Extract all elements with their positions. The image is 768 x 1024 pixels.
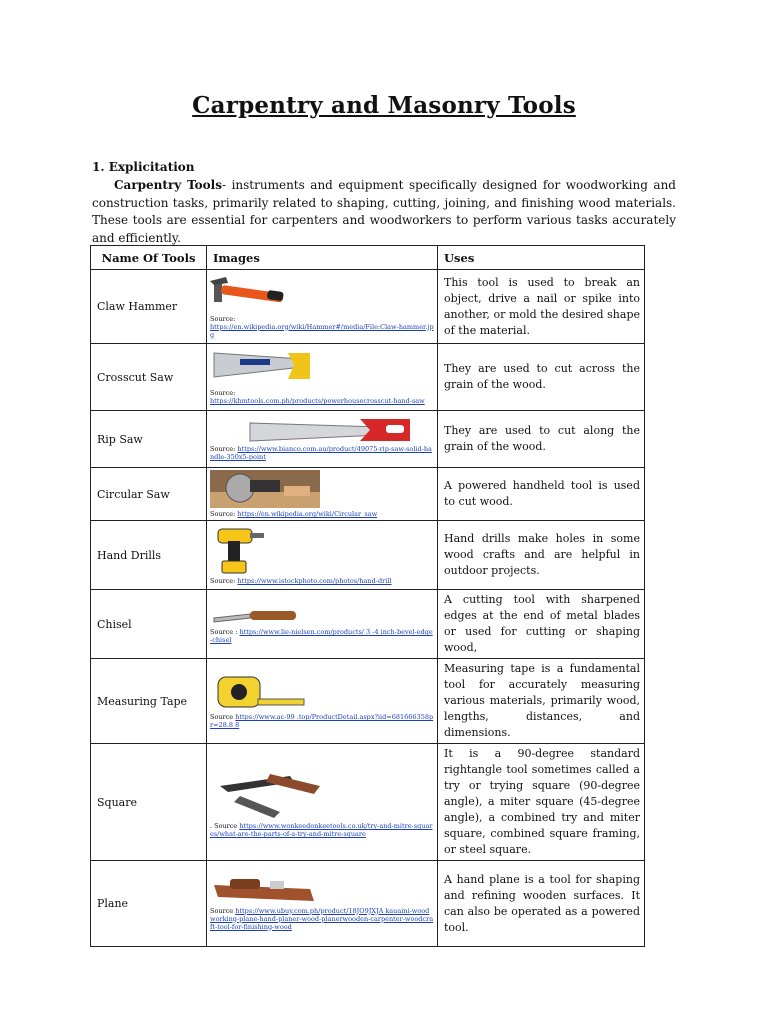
header-name: Name Of Tools <box>91 246 207 270</box>
source-link[interactable]: https://www.bianco.com.au/product/49075-rip-saw-solid-handle-350x5-point <box>210 445 432 461</box>
tools-table <box>90 245 645 947</box>
tool-use: This tool is used to break an object, drive a nail or spike into another, or mold the desired shape of the material. <box>438 270 645 344</box>
tool-name: Claw Hammer <box>91 270 207 344</box>
tool-use: It is a 90-degree standard rightangle tool sometimes called a try or trying square (90-degree angle), a miter square (45-degree angle), a combined try and miter square, combined square framing, or steel square. <box>438 744 645 861</box>
source-label: Source : <box>210 628 238 636</box>
tool-image-cell <box>207 270 438 344</box>
source-label: . Source <box>210 822 238 830</box>
source-link[interactable]: https://www.ac-99 .top/ProductDetail.aspx?iid=681666358pr=28.8 8 <box>210 713 434 729</box>
table-row <box>91 344 645 411</box>
source-label: Source: <box>210 577 236 585</box>
tool-use: A powered handheld tool is used to cut wood. <box>438 468 645 521</box>
tool-name: Chisel <box>91 590 207 659</box>
table-header-row <box>91 246 645 270</box>
tool-use: A hand plane is a tool for shaping and refining wooden surfaces. It can also be operated as a powered tool. <box>438 861 645 947</box>
claw-hammer-image <box>210 275 290 313</box>
tool-use: Measuring tape is a fundamental tool for accurately measuring various materials, primarily wood, lengths, distances, and dimensions. <box>438 659 645 744</box>
tool-image-cell <box>207 590 438 659</box>
source-label: Source <box>210 713 234 721</box>
tool-name: Hand Drills <box>91 521 207 590</box>
chisel-image <box>210 604 300 626</box>
tool-name: Rip Saw <box>91 411 207 468</box>
source-link[interactable]: https://www.lie-nielsen.com/products/ 3 -4 inch-bevel-edge-chisel <box>210 628 433 644</box>
tool-name: Square <box>91 744 207 861</box>
source-label: Source: <box>210 445 236 453</box>
source-link[interactable]: https://www.wonkeedonkeetools.co.uk/try-and-mitre-squares/what-are-the-parts-of-a-try-and-mitre-square <box>210 822 433 838</box>
crosscut-saw-image <box>210 349 310 387</box>
tool-image-cell <box>207 411 438 468</box>
source-link[interactable]: https://www.ubuy.com.ph/product/18JO9JXJA kauaini-woodworking-plane-hand-planer-wood-planerwooden-carpenter-woodcraft-tool-for-finishing-wood <box>210 906 434 931</box>
source-label: Source: <box>210 314 236 323</box>
table-row <box>91 861 645 947</box>
tool-image-cell <box>207 659 438 744</box>
table-row <box>91 744 645 861</box>
tool-name: Plane <box>91 861 207 947</box>
tool-use: They are used to cut across the grain of the wood. <box>438 344 645 411</box>
page-title: Carpentry and Masonry Tools <box>192 92 576 119</box>
source-link[interactable]: https://en.wikipedia.org/wiki/Circular_saw <box>237 510 378 518</box>
hand-drill-image <box>210 525 270 575</box>
tool-use: Hand drills make holes in some wood crafts and are helpful in outdoor projects. <box>438 521 645 590</box>
source-link[interactable]: https://www.istockphoto.com/photos/hand-drill <box>237 577 392 585</box>
table-row <box>91 590 645 659</box>
intro-text: - instruments and equipment specifically designed for woodworking and construction tasks, primarily related to shaping, cutting, joining, and finishing wood materials. These tools are essential for carpenters and woodworkers to perform various tasks accurately and efficiently. <box>92 178 676 245</box>
circular-saw-image <box>210 470 320 508</box>
rip-saw-image <box>210 417 430 443</box>
tool-name: Circular Saw <box>91 468 207 521</box>
source-link[interactable]: https://en.wikipedia.org/wiki/Hammer#/media/File:Claw-hammer.jpg <box>210 322 434 339</box>
table-row <box>91 468 645 521</box>
header-uses: Uses <box>438 246 645 270</box>
tool-image-cell <box>207 468 438 521</box>
source-label: Source: <box>210 510 236 518</box>
tool-name: Measuring Tape <box>91 659 207 744</box>
source-label: Source <box>210 906 234 915</box>
header-images: Images <box>207 246 438 270</box>
tool-name: Crosscut Saw <box>91 344 207 411</box>
plane-image <box>210 877 320 905</box>
tool-image-cell <box>207 521 438 590</box>
square-image <box>210 766 330 820</box>
source-link[interactable]: https://khmtools.com.ph/products/powerhousecrosscut-hand-saw <box>210 397 425 405</box>
tool-image-cell <box>207 344 438 411</box>
intro-term: Carpentry Tools <box>114 178 222 192</box>
source-label: Source: <box>210 389 236 397</box>
table-row <box>91 270 645 344</box>
tool-use: A cutting tool with sharpened edges at the end of metal blades or used for cutting or shaping wood, <box>438 590 645 659</box>
table-row <box>91 411 645 468</box>
tool-image-cell <box>207 744 438 861</box>
tool-image-cell <box>207 861 438 947</box>
section-title: 1. Explicitation <box>92 160 195 174</box>
measuring-tape-image <box>210 673 310 711</box>
table-row <box>91 521 645 590</box>
tool-use: They are used to cut along the grain of the wood. <box>438 411 645 468</box>
intro-paragraph <box>92 177 676 247</box>
table-row <box>91 659 645 744</box>
